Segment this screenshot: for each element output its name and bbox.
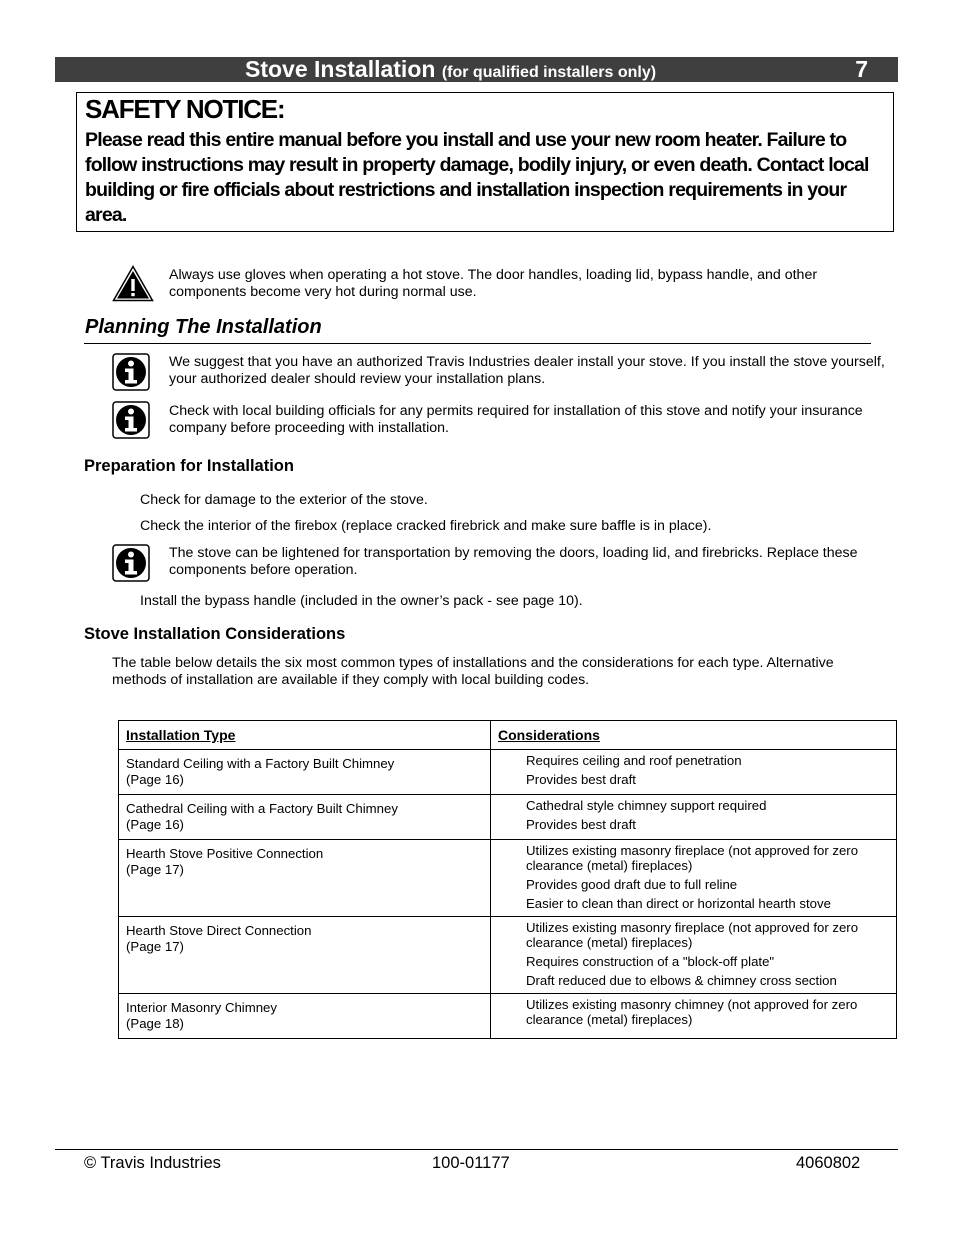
installation-type: Hearth Stove Direct Connection (126, 923, 312, 938)
installation-page: (Page 16) (126, 817, 184, 832)
installation-page: (Page 17) (126, 862, 184, 877)
consideration-item: Requires construction of a "block-off plate" (526, 954, 775, 969)
column-header-installation-type: Installation Type (119, 721, 491, 750)
preparation-info: The stove can be lightened for transportation by removing the doors, loading lid, and firebricks. Replace these components before operation. (169, 545, 858, 578)
safety-notice-heading: SAFETY NOTICE: (85, 94, 285, 124)
installation-page: (Page 18) (126, 1016, 184, 1031)
page-header (55, 57, 898, 82)
footer-date-code: 4060802 (796, 1154, 861, 1172)
preparation-line-3: Install the bypass handle (included in the owner’s pack - see page 10). (140, 593, 583, 609)
considerations-cell (491, 750, 897, 795)
consideration-item: Provides best draft (526, 817, 636, 832)
considerations-cell (491, 994, 897, 1039)
consideration-item: Utilizes existing masonry fireplace (not approved for zero clearance (metal) fireplaces) (526, 843, 859, 873)
preparation-line-1: Check for damage to the exterior of the stove. (140, 492, 428, 508)
table-row (119, 994, 897, 1039)
footer-document-number: 100-01177 (432, 1154, 510, 1172)
installation-type-cell (119, 840, 491, 917)
considerations-cell (491, 795, 897, 840)
header-title-text: Stove Installation (245, 56, 436, 82)
installation-page: (Page 17) (126, 939, 184, 954)
installation-table (118, 720, 897, 1039)
info-icon (112, 544, 150, 582)
consideration-item: Provides best draft (526, 772, 636, 787)
warning-text: Always use gloves when operating a hot stove. The door handles, loading lid, bypass handle, and other components become very hot during normal use. (169, 267, 818, 300)
footer-divider (55, 1149, 898, 1150)
installation-type-cell (119, 994, 491, 1039)
table-row (119, 795, 897, 840)
installation-type: Cathedral Ceiling with a Factory Built Chimney (126, 801, 398, 816)
installation-type-cell (119, 750, 491, 795)
consideration-item: Provides good draft due to full reline (526, 877, 738, 892)
consideration-item: Requires ceiling and roof penetration (526, 753, 742, 768)
header-subtitle: (for qualified installers only) (441, 64, 657, 81)
planning-info-1: We suggest that you have an authorized Travis Industries dealer install your stove. If you install the stove yourself, your authorized dealer should review your installation plans. (169, 354, 885, 387)
info-icon (112, 353, 150, 391)
safety-notice-body: Please read this entire manual before you install and use your new room heater. Failure to follow instructions may result in property damage, bodily injury, or even death. Contact local building or fire officials about restrictions and installation inspection requirements in your area. (85, 129, 869, 226)
warning-triangle-icon (112, 265, 154, 302)
installation-type-cell (119, 795, 491, 840)
footer-copyright: © Travis Industries (84, 1154, 221, 1172)
table-row (119, 750, 897, 795)
planning-info-2: Check with local building officials for any permits required for installation of this stove and notify your insurance company before proceeding with installation. (169, 403, 863, 436)
consideration-item: Utilizes existing masonry chimney (not approved for zero clearance (metal) fireplaces) (526, 997, 858, 1027)
table-header-row (119, 721, 897, 750)
preparation-line-2: Check the interior of the firebox (replace cracked firebrick and make sure baffle is in place). (140, 518, 712, 534)
considerations-cell (491, 917, 897, 994)
installation-type-cell (119, 917, 491, 994)
section-divider (84, 343, 871, 344)
consideration-item: Utilizes existing masonry fireplace (not approved for zero clearance (metal) fireplaces) (526, 920, 859, 950)
table-row (119, 840, 897, 917)
consideration-item: Draft reduced due to elbows & chimney cross section (526, 973, 837, 988)
consideration-item: Easier to clean than direct or horizontal hearth stove (526, 896, 831, 911)
installation-type: Interior Masonry Chimney (126, 1000, 277, 1015)
installation-type: Standard Ceiling with a Factory Built Chimney (126, 756, 395, 771)
page-title (245, 57, 656, 85)
info-icon (112, 401, 150, 439)
safety-notice-box (76, 92, 894, 232)
installation-page: (Page 16) (126, 772, 184, 787)
page-number: 7 (855, 56, 868, 82)
preparation-heading: Preparation for Installation (84, 457, 294, 475)
consideration-item: Cathedral style chimney support required (526, 798, 767, 813)
planning-heading: Planning The Installation (85, 316, 322, 338)
column-header-considerations: Considerations (491, 721, 897, 750)
table-row (119, 917, 897, 994)
considerations-cell (491, 840, 897, 917)
installation-type: Hearth Stove Positive Connection (126, 846, 324, 861)
considerations-intro: The table below details the six most common types of installations and the considerations for each type. Alternative methods of installation are available if they comply with local building codes. (112, 655, 834, 688)
considerations-heading: Stove Installation Considerations (84, 625, 346, 643)
